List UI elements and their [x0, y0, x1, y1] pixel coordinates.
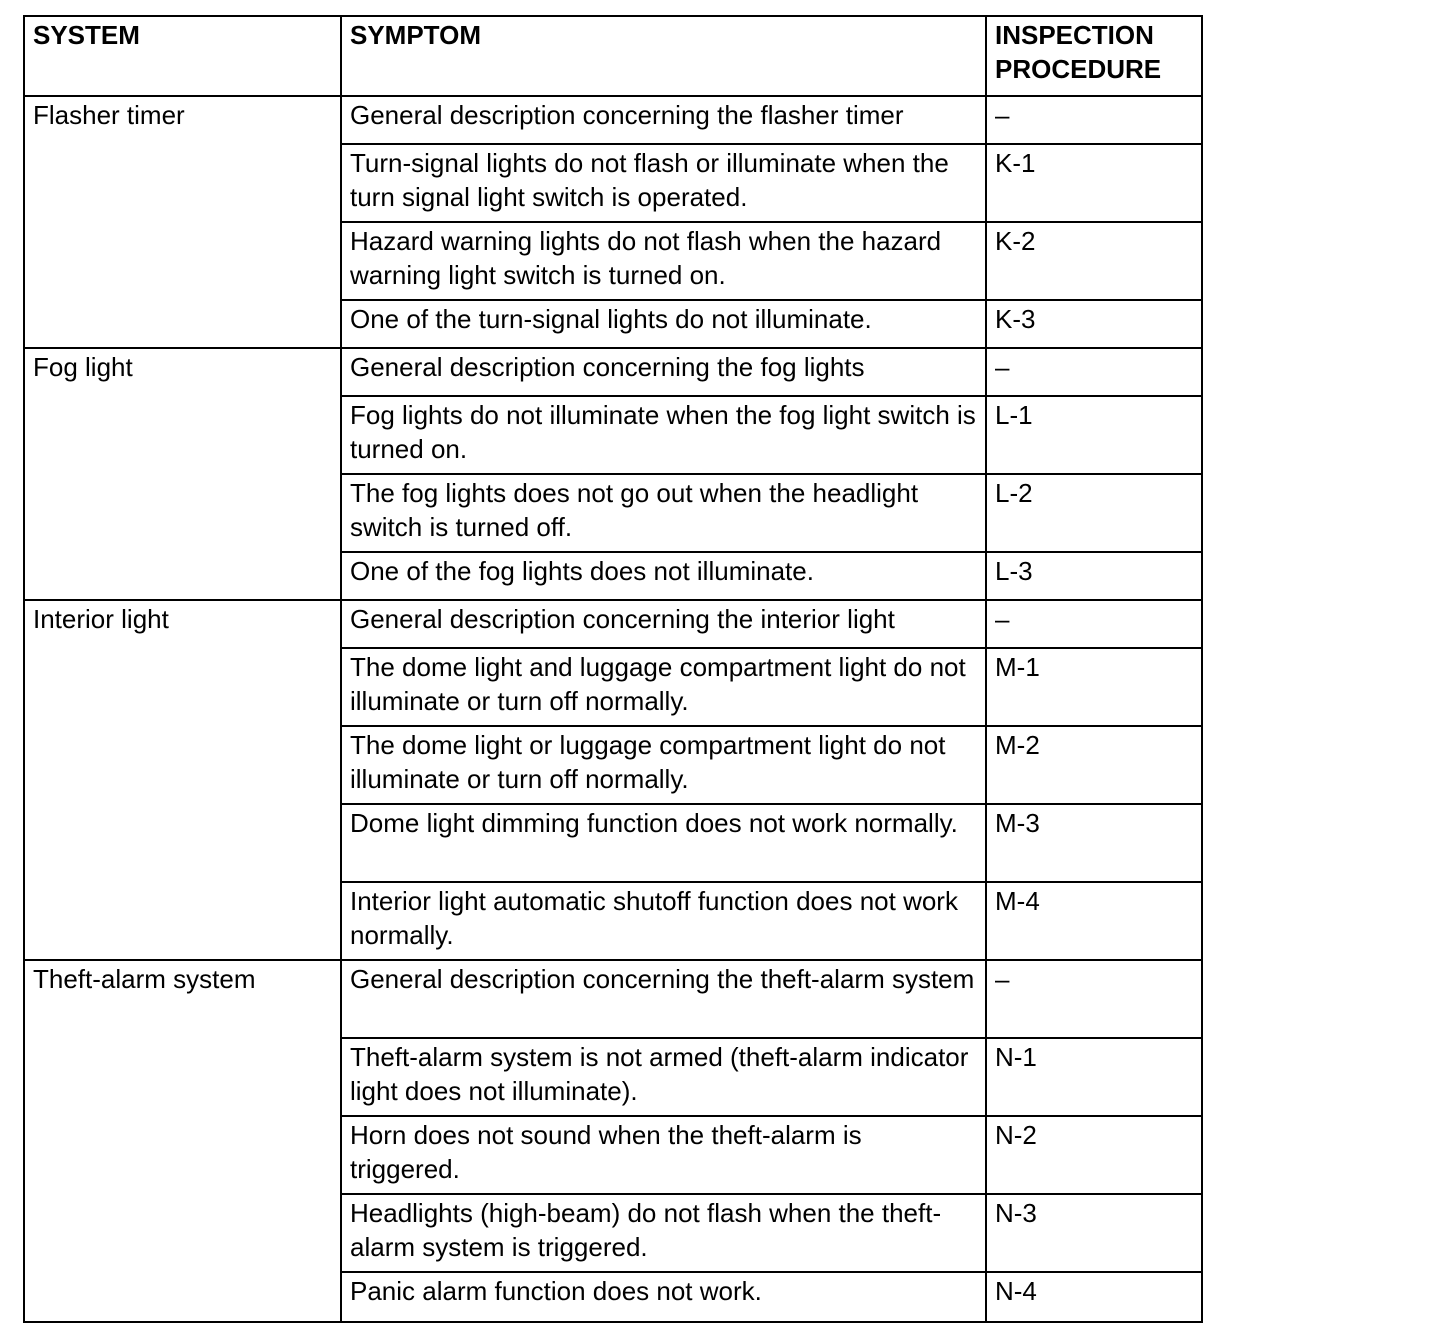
symptom-cell: Horn does not sound when the theft-alarm is triggered.: [341, 1116, 986, 1194]
inspection-table-container: [23, 15, 1203, 1323]
system-cell: Flasher timer: [24, 96, 341, 348]
table-row: [24, 600, 1202, 648]
table-row: [24, 96, 1202, 144]
symptom-cell: Dome light dimming function does not work normally.: [341, 804, 986, 882]
symptom-cell: Theft-alarm system is not armed (theft-alarm indicator light does not illuminate).: [341, 1038, 986, 1116]
header-row: [24, 16, 1202, 96]
symptom-cell: Interior light automatic shutoff function does not work normally.: [341, 882, 986, 960]
procedure-cell: –: [986, 600, 1202, 648]
symptom-cell: Panic alarm function does not work.: [341, 1272, 986, 1322]
procedure-cell: L-1: [986, 396, 1202, 474]
procedure-cell: –: [986, 960, 1202, 1038]
procedure-cell: L-2: [986, 474, 1202, 552]
symptom-cell: The fog lights does not go out when the headlight switch is turned off.: [341, 474, 986, 552]
symptom-cell: Fog lights do not illuminate when the fog light switch is turned on.: [341, 396, 986, 474]
system-cell: Theft-alarm system: [24, 960, 341, 1322]
inspection-table: [23, 15, 1203, 1323]
symptom-cell: The dome light or luggage compartment light do not illuminate or turn off normally.: [341, 726, 986, 804]
procedure-cell: –: [986, 96, 1202, 144]
system-cell: Fog light: [24, 348, 341, 600]
header-symptom: SYMPTOM: [341, 16, 986, 96]
procedure-cell: L-3: [986, 552, 1202, 600]
procedure-cell: M-4: [986, 882, 1202, 960]
procedure-cell: –: [986, 348, 1202, 396]
symptom-cell: General description concerning the theft-alarm system: [341, 960, 986, 1038]
symptom-cell: One of the turn-signal lights do not illuminate.: [341, 300, 986, 348]
symptom-cell: General description concerning the fog lights: [341, 348, 986, 396]
symptom-cell: Headlights (high-beam) do not flash when the theft-alarm system is triggered.: [341, 1194, 986, 1272]
system-cell: Interior light: [24, 600, 341, 960]
header-inspection-procedure: INSPECTION PROCEDURE: [986, 16, 1202, 96]
procedure-cell: N-3: [986, 1194, 1202, 1272]
procedure-cell: M-1: [986, 648, 1202, 726]
table-row: [24, 960, 1202, 1038]
procedure-cell: K-3: [986, 300, 1202, 348]
procedure-cell: N-2: [986, 1116, 1202, 1194]
header-system: SYSTEM: [24, 16, 341, 96]
symptom-cell: Turn-signal lights do not flash or illuminate when the turn signal light switch is operated.: [341, 144, 986, 222]
symptom-cell: General description concerning the interior light: [341, 600, 986, 648]
procedure-cell: M-3: [986, 804, 1202, 882]
table-row: [24, 348, 1202, 396]
procedure-cell: K-1: [986, 144, 1202, 222]
procedure-cell: N-4: [986, 1272, 1202, 1322]
procedure-cell: N-1: [986, 1038, 1202, 1116]
symptom-cell: Hazard warning lights do not flash when the hazard warning light switch is turned on.: [341, 222, 986, 300]
procedure-cell: M-2: [986, 726, 1202, 804]
symptom-cell: General description concerning the flasher timer: [341, 96, 986, 144]
symptom-cell: One of the fog lights does not illuminate.: [341, 552, 986, 600]
symptom-cell: The dome light and luggage compartment light do not illuminate or turn off normally.: [341, 648, 986, 726]
procedure-cell: K-2: [986, 222, 1202, 300]
